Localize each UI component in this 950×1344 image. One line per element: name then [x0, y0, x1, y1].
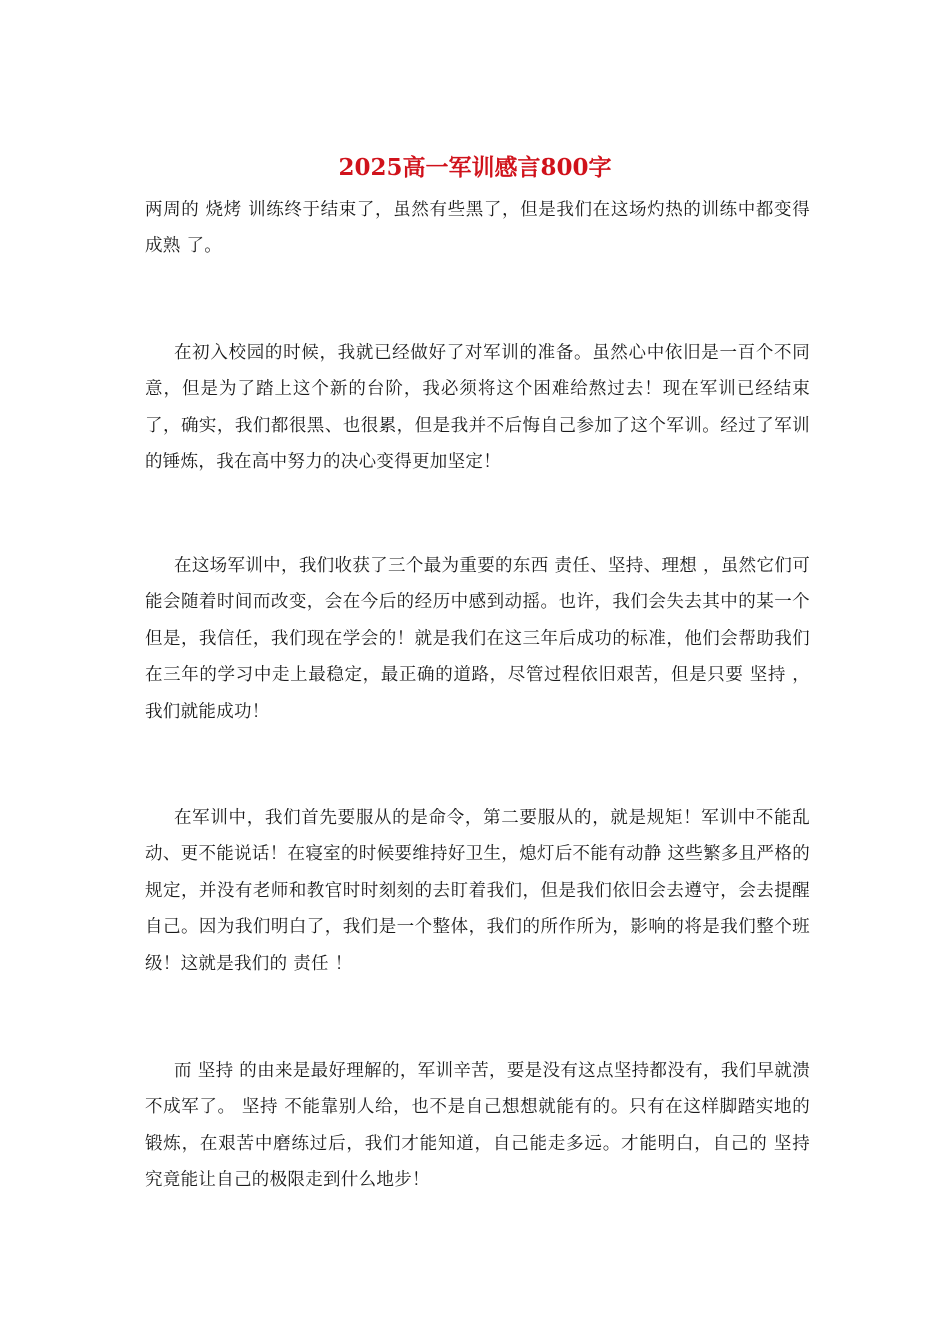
document-title: 2025高一军训感言800字 — [338, 154, 612, 181]
paragraph-4: 在军训中，我们首先要服从的是命令，第二要服从的，就是规矩！军训中不能乱动、更不能说话！在寝室的时候要维持好卫生，熄灯后不能有动静 这些繁多且严格的规定，并没有老师和教官时时刻刻的去盯着我们，但是我们依旧会去遵守，会去提醒自己。因为我们明白了，我们是一个整体，我们的所作所为，影响的将是我们整个班级！这就是我们的 责任 ！ — [145, 808, 810, 974]
paragraph-1: 两周的 烧烤 训练终于结束了，虽然有些黑了，但是我们在这场灼热的训练中都变得 成熟 了。 — [145, 200, 816, 257]
paragraph-5: 而 坚持 的由来是最好理解的，军训辛苦，要是没有这点坚持都没有，我们早就溃不成军了。 坚持 不能靠别人给，也不是自己想想就能有的。只有在这样脚踏实地的锻炼，在艰苦中磨练过后，我们才能知道，自己能走多远。才能明白，自己的 坚持 究竟能让自己的极限走到什么地步！ — [145, 1061, 816, 1191]
paragraph-3: 在这场军训中，我们收获了三个最为重要的东西 责任、坚持、理想 ，虽然它们可能会随着时间而改变，会在今后的经历中感到动摇。也许，我们会失去其中的某一个 但是，我信任，我们现在学会的！就是我们在这三年后成功的标准，他们会帮助我们在三年的学习中走上最稳定，最正确的道路，尽管过程依旧艰苦，但是只要 坚持 ，我们就能成功！ — [145, 556, 816, 722]
paragraph-2: 在初入校园的时候，我就已经做好了对军训的准备。虽然心中依旧是一百个不同意，但是为了踏上这个新的台阶，我必须将这个困难给熬过去！现在军训已经结束了，确实，我们都很黑、也很累，但是我并不后悔自己参加了这个军训。经过了军训的锤炼，我在高中努力的决心变得更加坚定！ — [145, 343, 810, 473]
